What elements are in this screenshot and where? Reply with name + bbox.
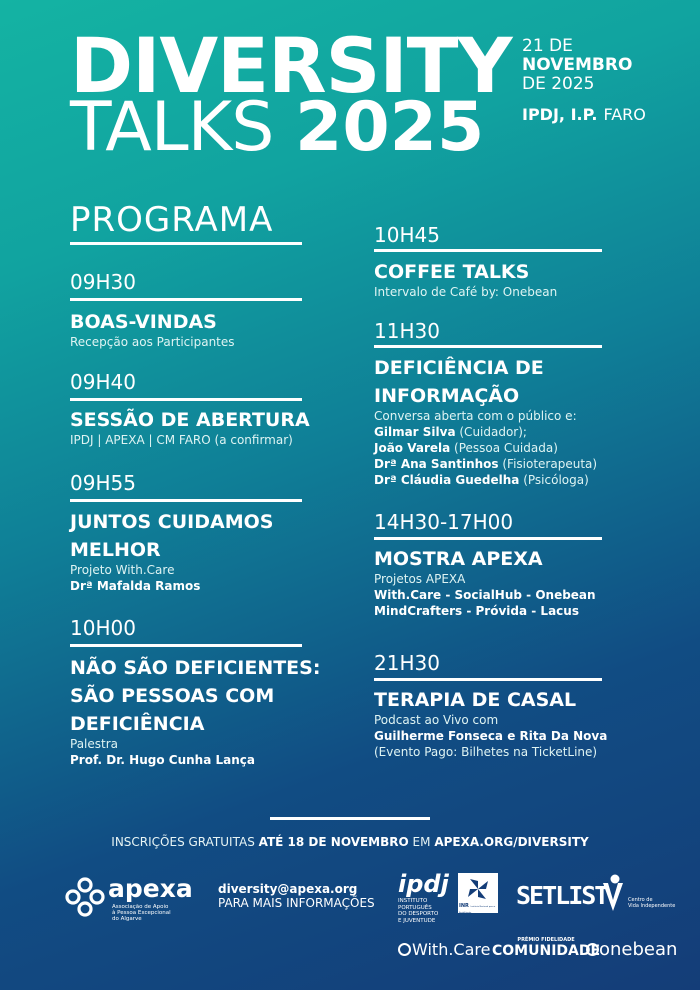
session-time: 11H30 [374,319,440,343]
ipdj-sub-4: E JUVENTUDE [398,917,436,924]
contact-note: PARA MAIS INFORMAÇÕES [218,896,375,910]
detail-text: Conversa aberta com o público e: [374,409,577,423]
ipdj-logo [398,872,456,924]
contact-email[interactable]: diversity@apexa.org [218,882,358,896]
detail-text: (Evento Pago: Bilhetes na TicketLine) [374,745,598,759]
event-subtitle-talks: TALKS [70,88,274,167]
ipdj-sub-3: DO DESPORTO [398,911,439,917]
speaker-role: (Psicóloga) [519,473,589,487]
detail-text: Intervalo de Café by: Onebean [374,285,558,299]
session-time: 09H55 [70,471,136,495]
session-divider [374,537,602,540]
comunidade-top: PRÉMIO FIDELIDADE [517,937,575,943]
session-detail-line [70,562,200,578]
registration-deadline: ATÉ 18 DE NOVEMBRO [258,835,409,849]
session-title-line: JUNTOS CUIDAMOS [70,511,274,533]
session-detail-line [374,424,597,440]
session-title [70,654,320,738]
session-time: 21H30 [374,651,440,675]
program-divider [70,242,302,245]
inr-subtitle: Instituto Nacional para a Reabilitação [459,906,496,914]
registration-middle: EM [412,835,431,849]
registration-url[interactable]: APEXA.ORG/DIVERSITY [434,835,589,849]
session-detail-line [374,408,597,424]
session-detail-line [374,284,557,300]
registration-prefix: INSCRIÇÕES GRATUITAS [111,835,255,849]
event-subtitle [70,88,485,167]
session-detail-line [70,752,255,768]
inr-logo [458,873,498,913]
session-divider [70,398,302,401]
session-details [374,284,557,300]
registration-info [0,835,700,849]
ipdj-sub-2: PORTUGUÊS [398,904,432,911]
event-year: 2025 [295,88,485,167]
session-detail-line [374,603,596,619]
session-details [374,571,596,619]
comunidade-name: COMUNIDADE [492,943,601,959]
apexa-name: apexa [108,874,193,903]
session-divider [374,345,602,348]
comunidade-logo [492,937,600,959]
session-details [70,432,293,448]
detail-text: Podcast ao Vivo com [374,713,499,727]
session-title [70,406,310,434]
session-detail-line [70,432,293,448]
withcare-logo [398,940,490,959]
detail-text: Projeto With.Care [70,563,175,577]
contact-block [218,882,375,910]
session-detail-line [374,587,596,603]
apexa-mark-icon [64,876,106,918]
detail-text: Palestra [70,737,119,751]
event-venue [522,105,646,124]
program-heading: PROGRAMA [70,200,274,240]
session-title [70,508,273,564]
session-title-line: MOSTRA APEXA [374,548,543,570]
session-detail-line [70,334,235,350]
session-title [374,545,543,573]
cvi-mark-icon [600,873,626,913]
speaker-role: (Cuidador); [455,425,527,439]
session-title-line: TERAPIA DE CASAL [374,689,577,711]
event-date [522,37,632,94]
apexa-logo [64,872,194,924]
apexa-tagline [112,904,192,922]
detail-strong: Guilherme Fonseca e Rita Da Nova [374,729,608,743]
onebean-mark-icon [586,943,599,956]
session-detail-line [374,728,607,744]
session-title-line: SÃO PESSOAS COM [70,685,275,707]
detail-text: Recepção aos Participantes [70,335,235,349]
session-details [374,408,597,488]
speaker-name: Drª Cláudia Guedelha [374,473,520,487]
date-month: NOVEMBRO [522,55,633,75]
venue-city: FARO [603,105,646,124]
session-title-line: MELHOR [70,539,161,561]
session-title-line: DEFICIÊNCIA [70,713,205,735]
apexa-tagline-3: do Algarve [112,916,142,922]
speaker-name: Drª Ana Santinhos [374,457,499,471]
ipdj-name: ipdj [398,870,449,898]
detail-strong: With.Care - SocialHub - Onebean [374,588,596,602]
session-title-line: NÃO SÃO DEFICIENTES: [70,657,321,679]
session-title [374,686,576,714]
session-title-line: SESSÃO DE ABERTURA [70,409,310,431]
registration-divider [270,817,430,820]
session-detail-line [374,440,597,456]
apexa-tagline-2: à Pessoa Excepcional [112,910,171,916]
session-time: 09H30 [70,270,136,294]
session-divider [374,249,602,252]
session-title-line: COFFEE TALKS [374,261,530,283]
session-divider [70,644,302,647]
session-detail-line [70,736,255,752]
withcare-name: With.Care [412,940,491,959]
session-divider [70,499,302,502]
withcare-mark-icon [398,943,411,956]
onebean-name: onebean [599,939,678,960]
event-title: DIVERSITY [70,21,512,110]
session-detail-line [374,472,597,488]
speaker-role: (Fisioterapeuta) [498,457,598,471]
session-detail-line [70,578,200,594]
detail-strong: MindCrafters - Próvida - Lacus [374,604,579,618]
detail-text: Projetos APEXA [374,572,466,586]
session-detail-line [374,571,596,587]
session-time: 09H40 [70,370,136,394]
session-time: 10H45 [374,223,440,247]
session-detail-line [374,456,597,472]
session-details [70,562,200,594]
speaker-name: João Varela [374,441,451,455]
speaker-name: Gilmar Silva [374,425,456,439]
cvi-name [628,897,675,909]
session-divider [70,298,302,301]
session-details [70,334,235,350]
session-details [374,712,607,760]
ipdj-subtitle [398,898,456,924]
onebean-logo [586,939,677,960]
cvi-name-1: Centro de [628,897,653,903]
session-detail-line [374,712,607,728]
session-divider [374,678,602,681]
detail-text: IPDJ | APEXA | CM FARO (a confirmar) [70,433,293,447]
apexa-tagline-1: Associação de Apoio [112,904,169,910]
session-details [70,736,255,768]
setlist-logo: SETLIST [516,881,608,910]
detail-strong: Prof. Dr. Hugo Cunha Lança [70,753,255,767]
ipdj-sub-1: INSTITUTO [398,898,428,904]
session-title-line: INFORMAÇÃO [374,385,520,407]
venue-name: IPDJ, I.P. [522,105,598,124]
date-line-1: 21 DE [522,36,573,56]
session-title [374,258,529,286]
speaker-role: (Pessoa Cuidada) [450,441,558,455]
session-title-line: BOAS-VINDAS [70,311,217,333]
session-detail-line [374,744,607,760]
date-line-3: DE 2025 [522,74,595,94]
cvi-logo [600,873,680,917]
session-title-line: DEFICIÊNCIA DE [374,357,544,379]
session-time: 14H30-17H00 [374,510,514,534]
inr-mark-icon [458,873,498,905]
cvi-name-2: Vida Independente [628,903,676,909]
session-time: 10H00 [70,616,136,640]
inr-name: INR [459,903,469,909]
detail-strong: Drª Mafalda Ramos [70,579,201,593]
session-title [70,308,217,336]
session-title [374,354,544,410]
